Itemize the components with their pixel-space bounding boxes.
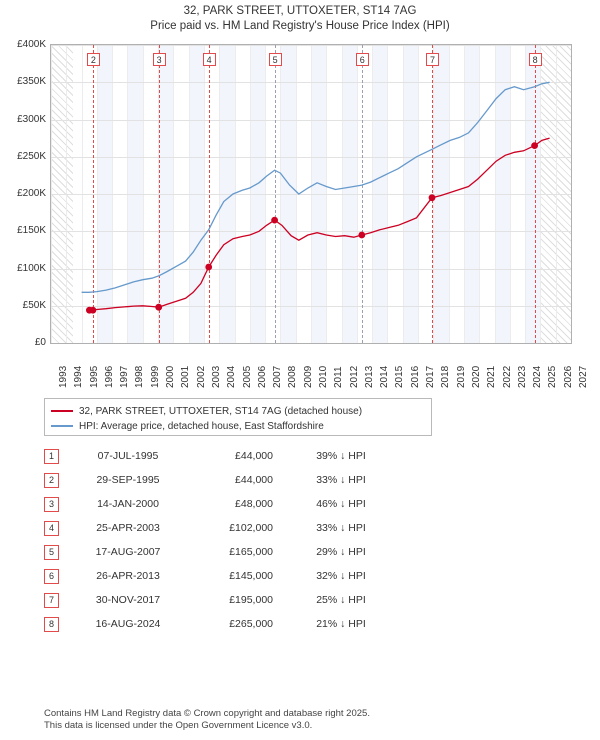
legend-label-hpi: HPI: Average price, detached house, East Staffordshire (79, 420, 324, 432)
x-tick-label: 2006 (256, 365, 268, 388)
row-price: £145,000 (229, 570, 273, 582)
legend-swatch-price-paid (51, 410, 73, 412)
row-price: £102,000 (229, 522, 273, 534)
x-tick-label: 2014 (379, 365, 391, 388)
chart-area (0, 39, 600, 388)
footer-line-2: This data is licensed under the Open Government Licence v3.0. (44, 720, 313, 731)
title-line-1: 32, PARK STREET, UTTOXETER, ST14 7AG (183, 5, 417, 17)
x-tick-label: 1998 (134, 365, 146, 388)
x-tick-label: 2015 (394, 365, 406, 388)
y-tick-label: £350K (17, 76, 46, 88)
x-tick-label: 1995 (88, 365, 100, 388)
x-tick-label: 2004 (226, 365, 238, 388)
sale-point-6[interactable] (358, 232, 365, 239)
row-hpi-delta: 39% ↓ HPI (316, 450, 366, 462)
row-hpi-delta: 33% ↓ HPI (316, 522, 366, 534)
sales-history-table (44, 444, 432, 636)
footer (44, 708, 564, 732)
title-line-2: Price paid vs. HM Land Registry's House Price Index (HPI) (150, 20, 450, 32)
row-index-badge: 7 (44, 593, 59, 608)
row-hpi-delta: 29% ↓ HPI (316, 546, 366, 558)
row-hpi-delta: 25% ↓ HPI (316, 594, 366, 606)
table-row (44, 444, 432, 468)
row-date: 16-AUG-2024 (95, 618, 161, 630)
row-price: £44,000 (235, 450, 273, 462)
x-tick-label: 2007 (272, 365, 284, 388)
row-index-badge: 5 (44, 545, 59, 560)
row-date: 07-JUL-1995 (97, 450, 159, 462)
sale-point-2[interactable] (90, 307, 97, 314)
x-tick-label: 2001 (180, 365, 192, 388)
series-line (82, 82, 550, 292)
y-tick-label: £300K (17, 113, 46, 125)
y-tick-label: £400K (17, 39, 46, 50)
row-index-badge: 2 (44, 473, 59, 488)
series-lines (51, 45, 571, 343)
x-tick-label: 2010 (318, 365, 329, 388)
gridline-vertical (571, 45, 572, 343)
table-row (44, 540, 432, 564)
row-price: £44,000 (235, 474, 273, 486)
x-tick-label: 2023 (516, 365, 528, 388)
sale-point-5[interactable] (271, 217, 278, 224)
y-tick-label: £250K (17, 150, 46, 162)
x-axis-labels (50, 348, 589, 392)
row-index-badge: 1 (44, 449, 59, 464)
row-date: 14-JAN-2000 (97, 498, 159, 510)
y-tick-label: £100K (17, 262, 46, 274)
x-tick-label: 2002 (195, 365, 207, 388)
chart-legend (44, 398, 432, 436)
x-tick-label: 2003 (210, 365, 222, 388)
x-tick-label: 2016 (409, 365, 421, 388)
table-row (44, 468, 432, 492)
x-tick-label: 2013 (363, 365, 375, 388)
legend-swatch-hpi (51, 425, 73, 427)
y-axis-labels (0, 39, 48, 348)
y-tick-label: £50K (22, 299, 46, 311)
row-index-badge: 8 (44, 617, 59, 632)
series-line (89, 138, 549, 310)
x-tick-label: 2017 (425, 365, 437, 388)
row-date: 26-APR-2013 (96, 570, 160, 582)
x-tick-label: 2019 (455, 365, 467, 388)
legend-item-price-paid (51, 404, 425, 418)
event-marker-4[interactable]: 4 (203, 53, 216, 66)
x-tick-label: 2005 (241, 365, 253, 388)
row-price: £48,000 (235, 498, 273, 510)
row-price: £265,000 (229, 618, 273, 630)
x-tick-label: 1994 (73, 365, 85, 388)
row-date: 25-APR-2003 (96, 522, 160, 534)
sale-point-7[interactable] (429, 194, 436, 201)
row-index-badge: 4 (44, 521, 59, 536)
event-marker-8[interactable]: 8 (529, 53, 542, 66)
footer-line-1: Contains HM Land Registry data © Crown copyright and database right 2025. (44, 708, 370, 719)
event-marker-7[interactable]: 7 (426, 53, 439, 66)
x-tick-label: 1996 (103, 365, 115, 388)
event-marker-6[interactable]: 6 (356, 53, 369, 66)
sale-point-8[interactable] (531, 142, 538, 149)
x-tick-label: 2009 (302, 365, 314, 388)
x-tick-label: 2027 (578, 365, 589, 388)
plot-region (50, 44, 572, 344)
row-date: 30-NOV-2017 (95, 594, 161, 606)
row-price: £165,000 (229, 546, 273, 558)
x-tick-label: 2000 (165, 365, 177, 388)
table-row (44, 564, 432, 588)
event-marker-5[interactable]: 5 (269, 53, 282, 66)
table-row (44, 588, 432, 612)
legend-item-hpi (51, 419, 425, 433)
table-row (44, 516, 432, 540)
table-row (44, 612, 432, 636)
row-price: £195,000 (229, 594, 273, 606)
y-tick-label: £150K (17, 225, 46, 237)
x-tick-label: 2011 (333, 366, 345, 388)
sale-point-3[interactable] (155, 304, 162, 311)
x-tick-label: 2022 (501, 365, 513, 388)
row-hpi-delta: 33% ↓ HPI (316, 474, 366, 486)
row-date: 29-SEP-1995 (96, 474, 160, 486)
row-hpi-delta: 21% ↓ HPI (316, 618, 366, 630)
gridline-horizontal (51, 343, 571, 344)
event-marker-2[interactable]: 2 (87, 53, 100, 66)
y-tick-label: £0 (34, 337, 46, 348)
event-marker-3[interactable]: 3 (153, 53, 166, 66)
x-tick-label: 1993 (58, 365, 69, 388)
x-tick-label: 2025 (547, 365, 559, 388)
table-row (44, 492, 432, 516)
y-tick-label: £200K (17, 188, 46, 199)
x-tick-label: 2024 (532, 365, 544, 388)
x-tick-label: 2021 (486, 365, 498, 388)
sale-point-4[interactable] (205, 264, 212, 271)
x-tick-label: 1997 (119, 365, 131, 388)
x-tick-label: 1999 (149, 365, 161, 388)
page-title (0, 4, 600, 34)
x-tick-label: 2008 (287, 365, 299, 388)
x-tick-label: 2018 (440, 365, 452, 388)
x-tick-label: 2020 (470, 365, 482, 388)
row-index-badge: 3 (44, 497, 59, 512)
row-hpi-delta: 46% ↓ HPI (316, 498, 366, 510)
row-hpi-delta: 32% ↓ HPI (316, 570, 366, 582)
legend-label-price-paid: 32, PARK STREET, UTTOXETER, ST14 7AG (detached house) (79, 405, 363, 417)
row-date: 17-AUG-2007 (95, 546, 161, 558)
x-tick-label: 2012 (348, 365, 360, 388)
x-tick-label: 2026 (562, 365, 574, 388)
row-index-badge: 6 (44, 569, 59, 584)
